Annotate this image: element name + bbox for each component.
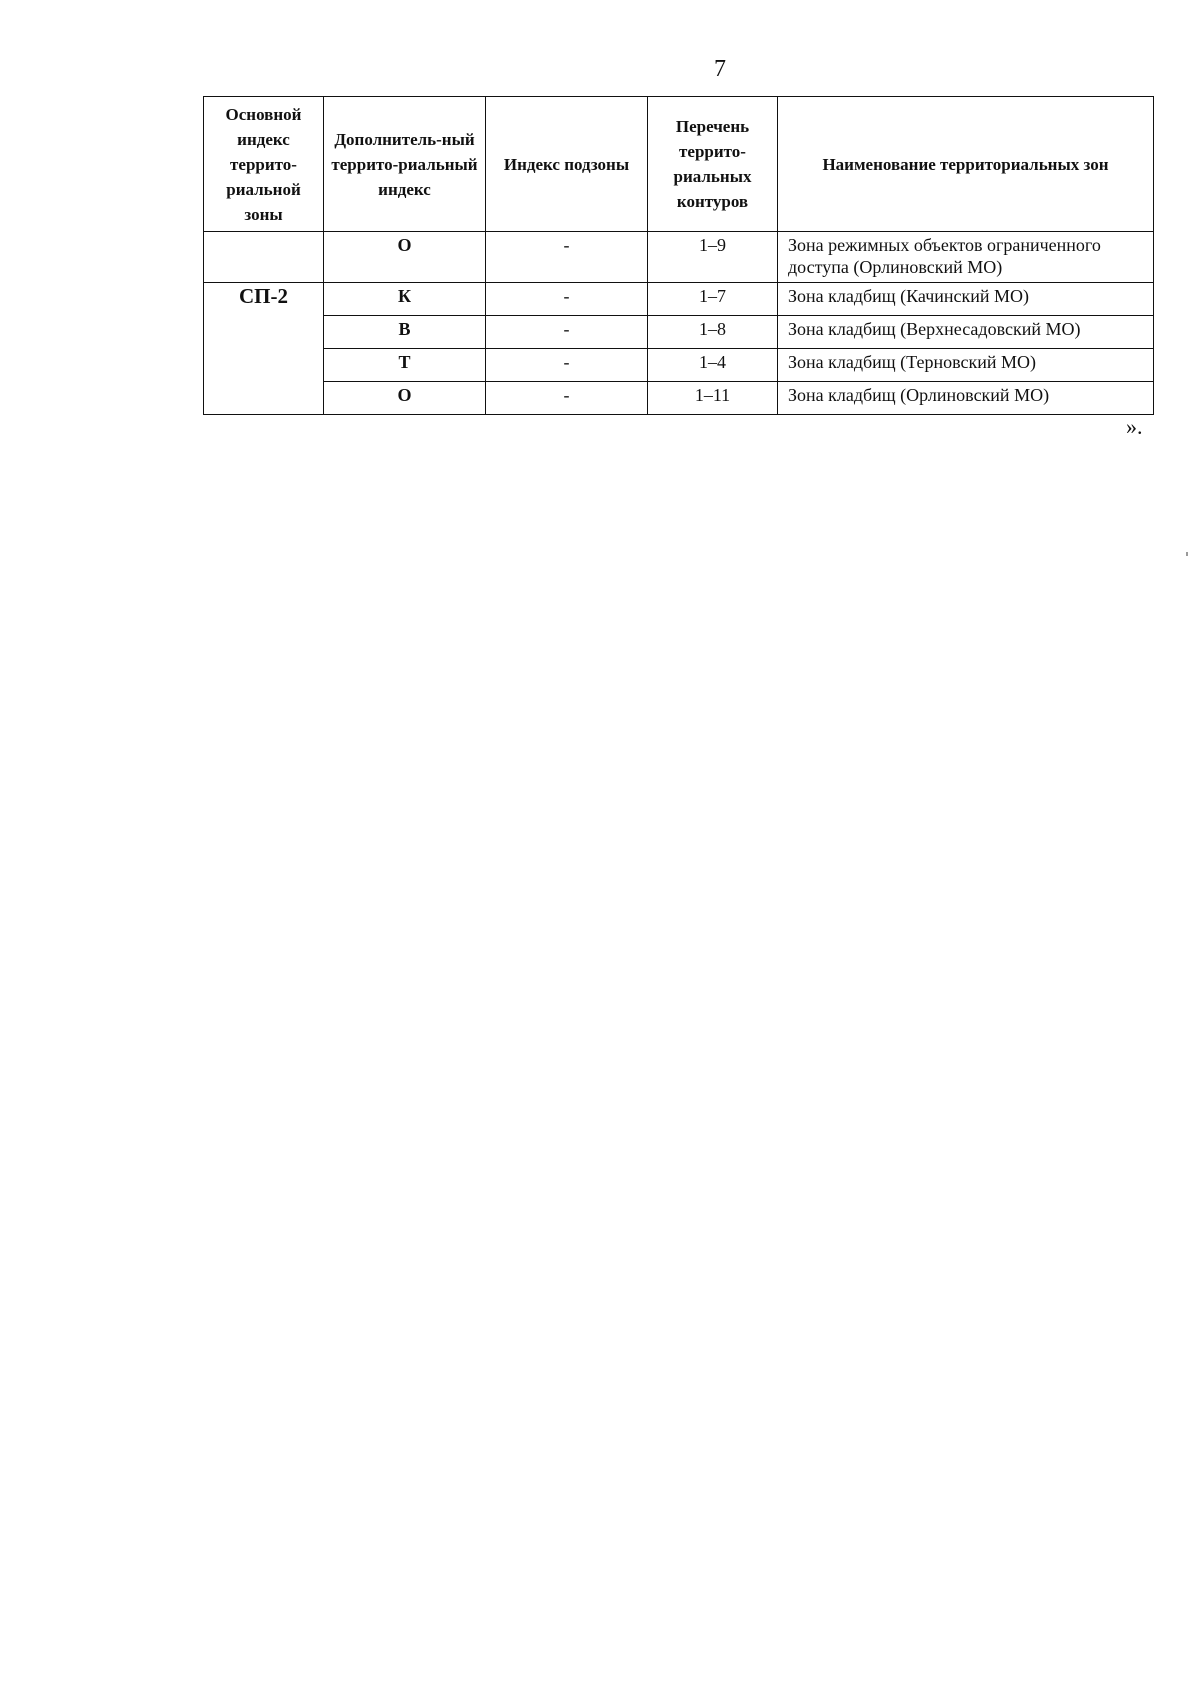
cell-zone-name: Зона кладбищ (Орлиновский МО) <box>778 382 1154 415</box>
closing-quote: ». <box>1126 414 1143 439</box>
cell-extra-index: К <box>324 283 486 316</box>
header-zone-name: Наименование территориальных зон <box>778 97 1154 232</box>
cell-extra-index: О <box>324 232 486 283</box>
cell-extra-index: О <box>324 382 486 415</box>
cell-zone-name: Зона кладбищ (Терновский МО) <box>778 349 1154 382</box>
cell-main-index <box>204 232 324 283</box>
cell-subzone-index: - <box>486 349 648 382</box>
cell-subzone-index: - <box>486 232 648 283</box>
header-subzone-index: Индекс подзоны <box>486 97 648 232</box>
table-header-row <box>204 97 1154 232</box>
cell-zone-name: Зона режимных объектов ограниченного доступа (Орлиновский МО) <box>778 232 1154 283</box>
table-row <box>204 349 1154 382</box>
cell-contours: 1–7 <box>648 283 778 316</box>
header-contours: Перечень террито-риальных контуров <box>648 97 778 232</box>
scan-speck <box>1186 552 1188 556</box>
cell-subzone-index: - <box>486 316 648 349</box>
cell-main-index-group: СП-2 <box>204 283 324 415</box>
cell-zone-name: Зона кладбищ (Верхнесадовский МО) <box>778 316 1154 349</box>
cell-zone-name: Зона кладбищ (Качинский МО) <box>778 283 1154 316</box>
cell-extra-index: В <box>324 316 486 349</box>
page-number: 7 <box>714 56 726 82</box>
table-row <box>204 316 1154 349</box>
cell-contours: 1–11 <box>648 382 778 415</box>
table-row <box>204 283 1154 316</box>
table-row <box>204 382 1154 415</box>
cell-subzone-index: - <box>486 283 648 316</box>
cell-contours: 1–8 <box>648 316 778 349</box>
territorial-zones-table <box>203 96 1154 415</box>
cell-contours: 1–4 <box>648 349 778 382</box>
cell-contours: 1–9 <box>648 232 778 283</box>
table-row <box>204 232 1154 283</box>
cell-extra-index: Т <box>324 349 486 382</box>
header-extra-index: Дополнитель-ный террито-риальный индекс <box>324 97 486 232</box>
cell-subzone-index: - <box>486 382 648 415</box>
header-main-index: Основной индекс террито-риальной зоны <box>204 97 324 232</box>
